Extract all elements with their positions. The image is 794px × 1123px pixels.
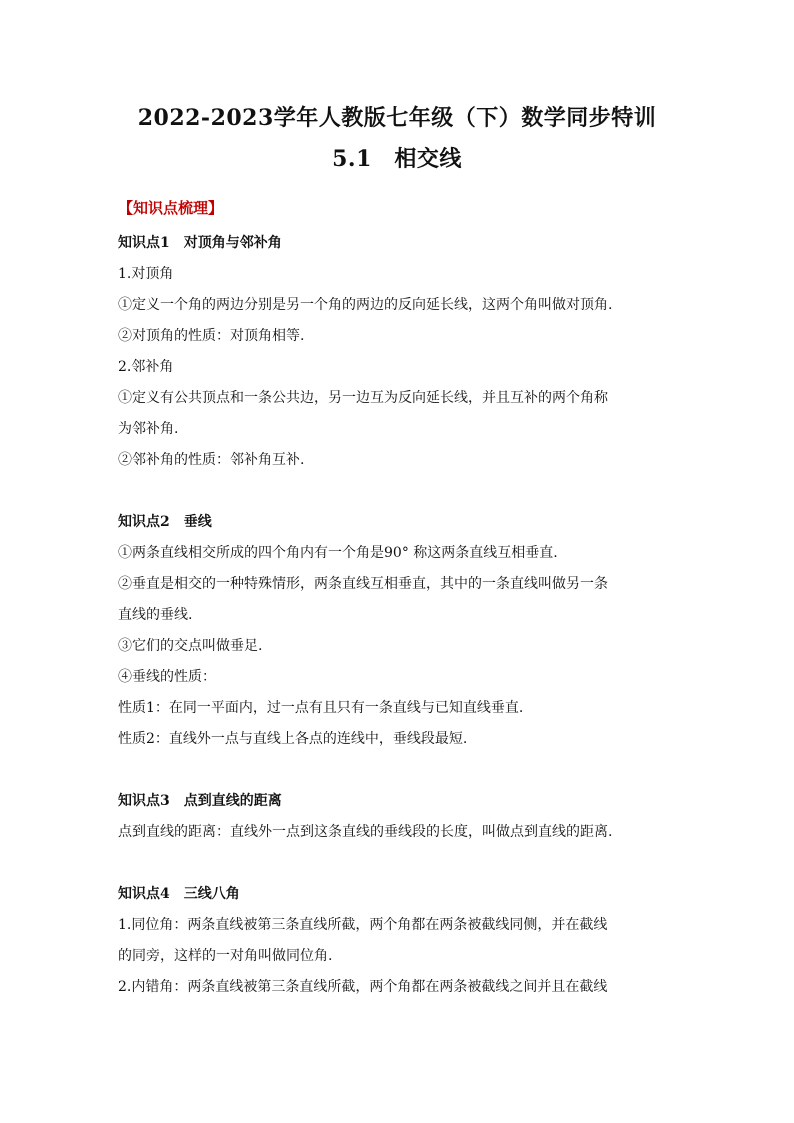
section-tag-knowledge-summary: 【知识点梳理】 <box>118 199 224 217</box>
document-body <box>118 228 678 1003</box>
kp2-paragraph-2-line-2: 直线的垂线. <box>118 607 193 623</box>
kp3-number: 知识点3 <box>118 793 170 809</box>
kp4-number: 知识点4 <box>118 886 170 902</box>
kp2-paragraph-4: ④垂线的性质： <box>118 669 216 685</box>
document-subtitle: 5.1 相交线 <box>332 146 462 172</box>
section-gap <box>118 848 678 879</box>
kp2-paragraph-6: 性质2：直线外一点与直线上各点的连线中，垂线段最短. <box>118 731 468 747</box>
kp4-paragraph-1-line-2: 的同旁，这样的一对角叫做同位角. <box>118 948 333 964</box>
kp2-title: 垂线 <box>183 514 212 530</box>
kp2-paragraph-5: 性质1：在同一平面内，过一点有且只有一条直线与已知直线垂直. <box>118 700 524 716</box>
kp1-subheading-2: 2.邻补角 <box>118 359 174 375</box>
kp1-paragraph-4: ②邻补角的性质：邻补角互补. <box>118 452 305 468</box>
kp1-title: 对顶角与邻补角 <box>183 235 282 251</box>
kp3-paragraph-1: 点到直线的距离：直线外一点到这条直线的垂线段的长度，叫做点到直线的距离. <box>118 824 613 840</box>
kp4-title: 三线八角 <box>183 886 240 902</box>
kp1-heading <box>118 228 678 259</box>
kp2-paragraph-3: ③它们的交点叫做垂足. <box>118 638 263 654</box>
kp1-number: 知识点1 <box>118 235 170 251</box>
kp2-paragraph-1: ①两条直线相交所成的四个角内有一个角是90° 称这两条直线互相垂直. <box>118 545 558 561</box>
kp1-subheading-1: 1.对顶角 <box>118 266 174 282</box>
kp1-paragraph-2: ②对顶角的性质：对顶角相等. <box>118 328 305 344</box>
kp2-heading <box>118 507 678 538</box>
kp3-title: 点到直线的距离 <box>183 793 282 809</box>
section-gap <box>118 755 678 786</box>
kp4-heading <box>118 879 678 910</box>
document-title: 2022-2023学年人教版七年级（下）数学同步特训 <box>137 105 657 131</box>
kp3-heading <box>118 786 678 817</box>
kp1-paragraph-3-line-2: 为邻补角. <box>118 421 179 437</box>
kp1-paragraph-1: ①定义一个角的两边分别是另一个角的两边的反向延长线，这两个角叫做对顶角. <box>118 297 613 313</box>
kp1-paragraph-3-line-1: ①定义有公共顶点和一条公共边，另一边互为反向延长线，并且互补的两个角称 <box>118 390 608 406</box>
kp2-number: 知识点2 <box>118 514 170 530</box>
section-gap <box>118 476 678 507</box>
kp4-paragraph-1-line-1: 1.同位角：两条直线被第三条直线所截，两个角都在两条被截线同侧，并在截线 <box>118 917 608 933</box>
kp4-paragraph-2-line-1: 2.内错角：两条直线被第三条直线所截，两个角都在两条被截线之间并且在截线 <box>118 979 608 995</box>
kp2-paragraph-2-line-1: ②垂直是相交的一种特殊情形，两条直线互相垂直，其中的一条直线叫做另一条 <box>118 576 608 592</box>
